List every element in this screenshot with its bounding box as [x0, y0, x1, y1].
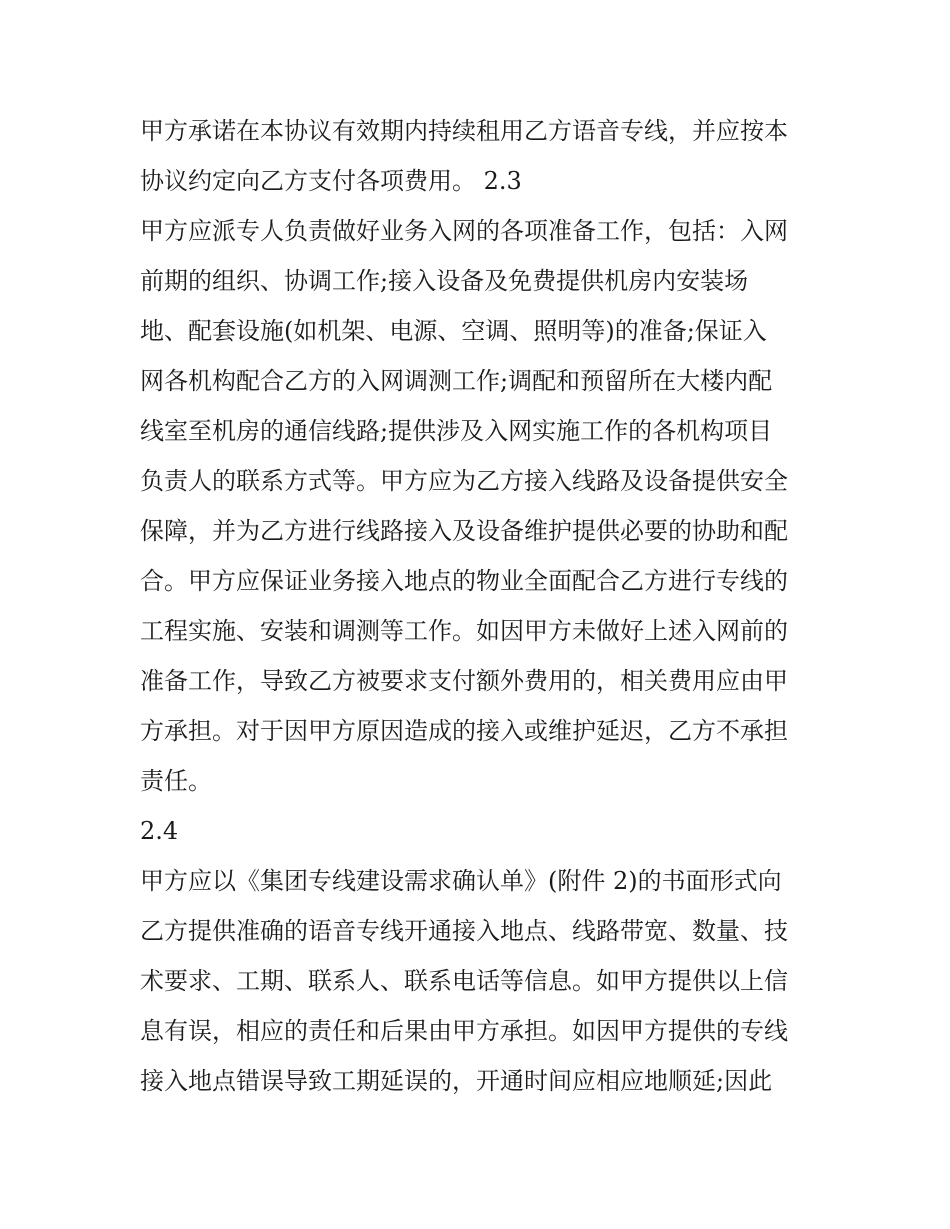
text-line: 方承担。对于因甲方原因造成的接入或维护延迟，乙方不承担	[140, 717, 788, 745]
text-line: 线室至机房的通信线路;提供涉及入网实施工作的各机构项目	[140, 417, 773, 445]
text-line: 工程实施、安装和调测等工作。如因甲方未做好上述入网前的	[140, 617, 788, 645]
text-line: 准备工作，导致乙方被要求支付额外费用的，相关费用应由甲	[140, 667, 788, 695]
text-line: 协议约定向乙方支付各项费用。 2.3	[140, 167, 522, 195]
contract-text	[140, 106, 840, 1106]
text-line: 责任。	[140, 767, 212, 795]
section-number: 2.4	[140, 817, 179, 845]
text-line: 术要求、工期、联系人、联系电话等信息。如甲方提供以上信	[140, 967, 788, 995]
text-line: 息有误，相应的责任和后果由甲方承担。如因甲方提供的专线	[140, 1017, 788, 1045]
text-line: 乙方提供准确的语音专线开通接入地点、线路带宽、数量、技	[140, 917, 788, 945]
text-line: 地、配套设施(如机架、电源、空调、照明等)的准备;保证入	[140, 317, 767, 345]
text-line: 甲方应派专人负责做好业务入网的各项准备工作，包括：入网	[140, 217, 788, 245]
text-line: 接入地点错误导致工期延误的，开通时间应相应地顺延;因此	[140, 1067, 773, 1095]
text-line: 甲方应以《集团专线建设需求确认单》(附件 2)的书面形式向	[140, 867, 782, 895]
text-line: 保障，并为乙方进行线路接入及设备维护提供必要的协助和配	[140, 517, 788, 545]
text-line: 网各机构配合乙方的入网调测工作;调配和预留所在大楼内配	[140, 367, 773, 395]
text-line: 合。甲方应保证业务接入地点的物业全面配合乙方进行专线的	[140, 567, 788, 595]
text-line: 负责人的联系方式等。甲方应为乙方接入线路及设备提供安全	[140, 467, 788, 495]
text-line: 前期的组织、协调工作;接入设备及免费提供机房内安装场	[140, 267, 749, 295]
text-line: 甲方承诺在本协议有效期内持续租用乙方语音专线，并应按本	[140, 117, 788, 145]
